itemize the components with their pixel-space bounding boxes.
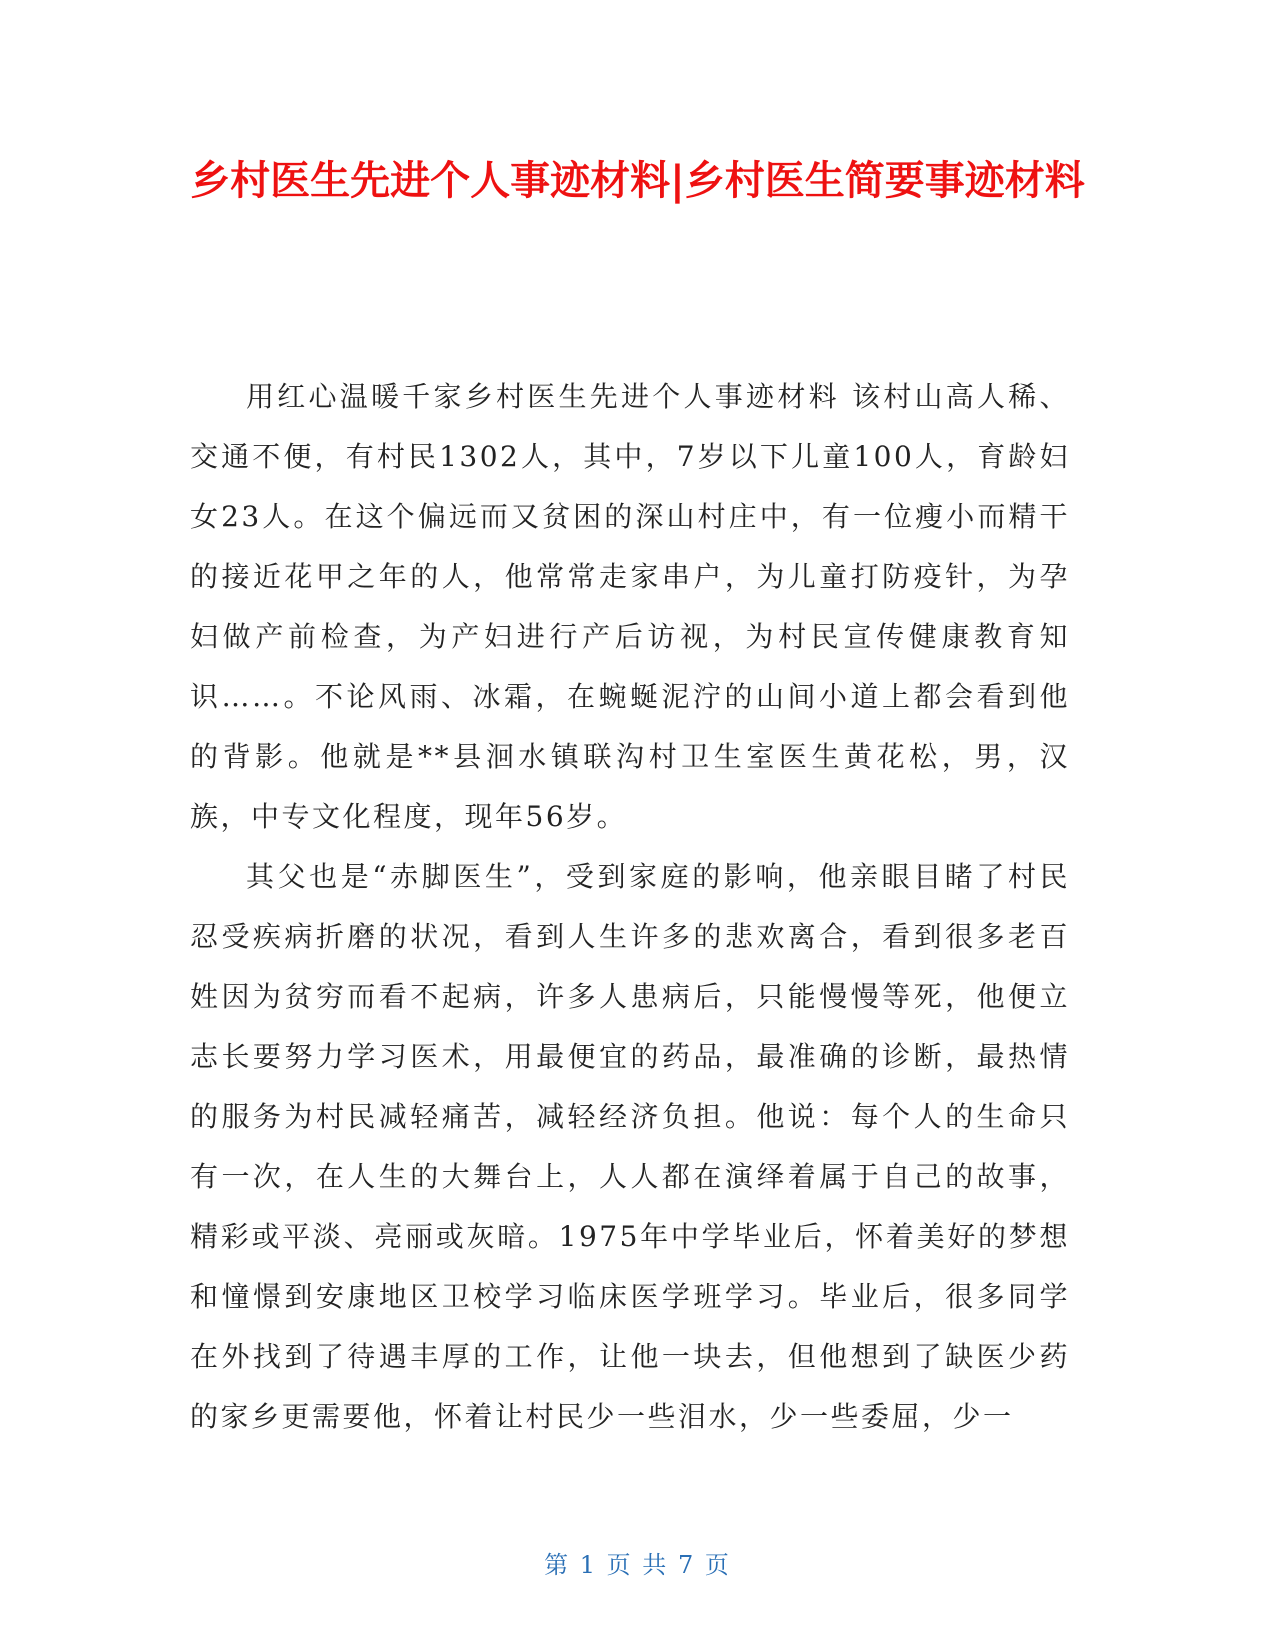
- document-body: [190, 367, 1070, 1447]
- paragraph: 其父也是“赤脚医生”，受到家庭的影响，他亲眼目睹了村民忍受疾病折磨的状况，看到人生许多的悲欢离合，看到很多老百姓因为贫穷而看不起病，许多人患病后，只能慢慢等死，他便立志长要努力学习医术，用最便宜的药品，最准确的诊断，最热情的服务为村民减轻痛苦，减轻经济负担。他说：每个人的生命只有一次，在人生的大舞台上，人人都在演绎着属于自己的故事，精彩或平淡、亮丽或灰暗。1975年中学毕业后，怀着美好的梦想和憧憬到安康地区卫校学习临床医学班学习。毕业后，很多同学在外找到了待遇丰厚的工作，让他一块去，但他想到了缺医少药的家乡更需要他，怀着让村民少一些泪水，少一些委屈，少一: [190, 860, 1070, 1433]
- document-title: 乡村医生先进个人事迹材料|乡村医生简要事迹材料: [190, 158, 1085, 204]
- paragraph: 用红心温暖千家乡村医生先进个人事迹材料 该村山高人稀、交通不便，有村民1302人，其中，7岁以下儿童100人，育龄妇女23人。在这个偏远而又贫困的深山村庄中，有一位瘦小而精干的接近花甲之年的人，他常常走家串户，为儿童打防疫针，为孕妇做产前检查，为产妇进行产后访视，为村民宣传健康教育知识……。不论风雨、冰霜，在蜿蜒泥泞的山间小道上都会看到他的背影。他就是**县洄水镇联沟村卫生室医生黄花松，男，汉族，中专文化程度，现年56岁。: [190, 380, 1070, 833]
- page-number-footer: 第 1 页 共 7 页: [544, 1551, 731, 1579]
